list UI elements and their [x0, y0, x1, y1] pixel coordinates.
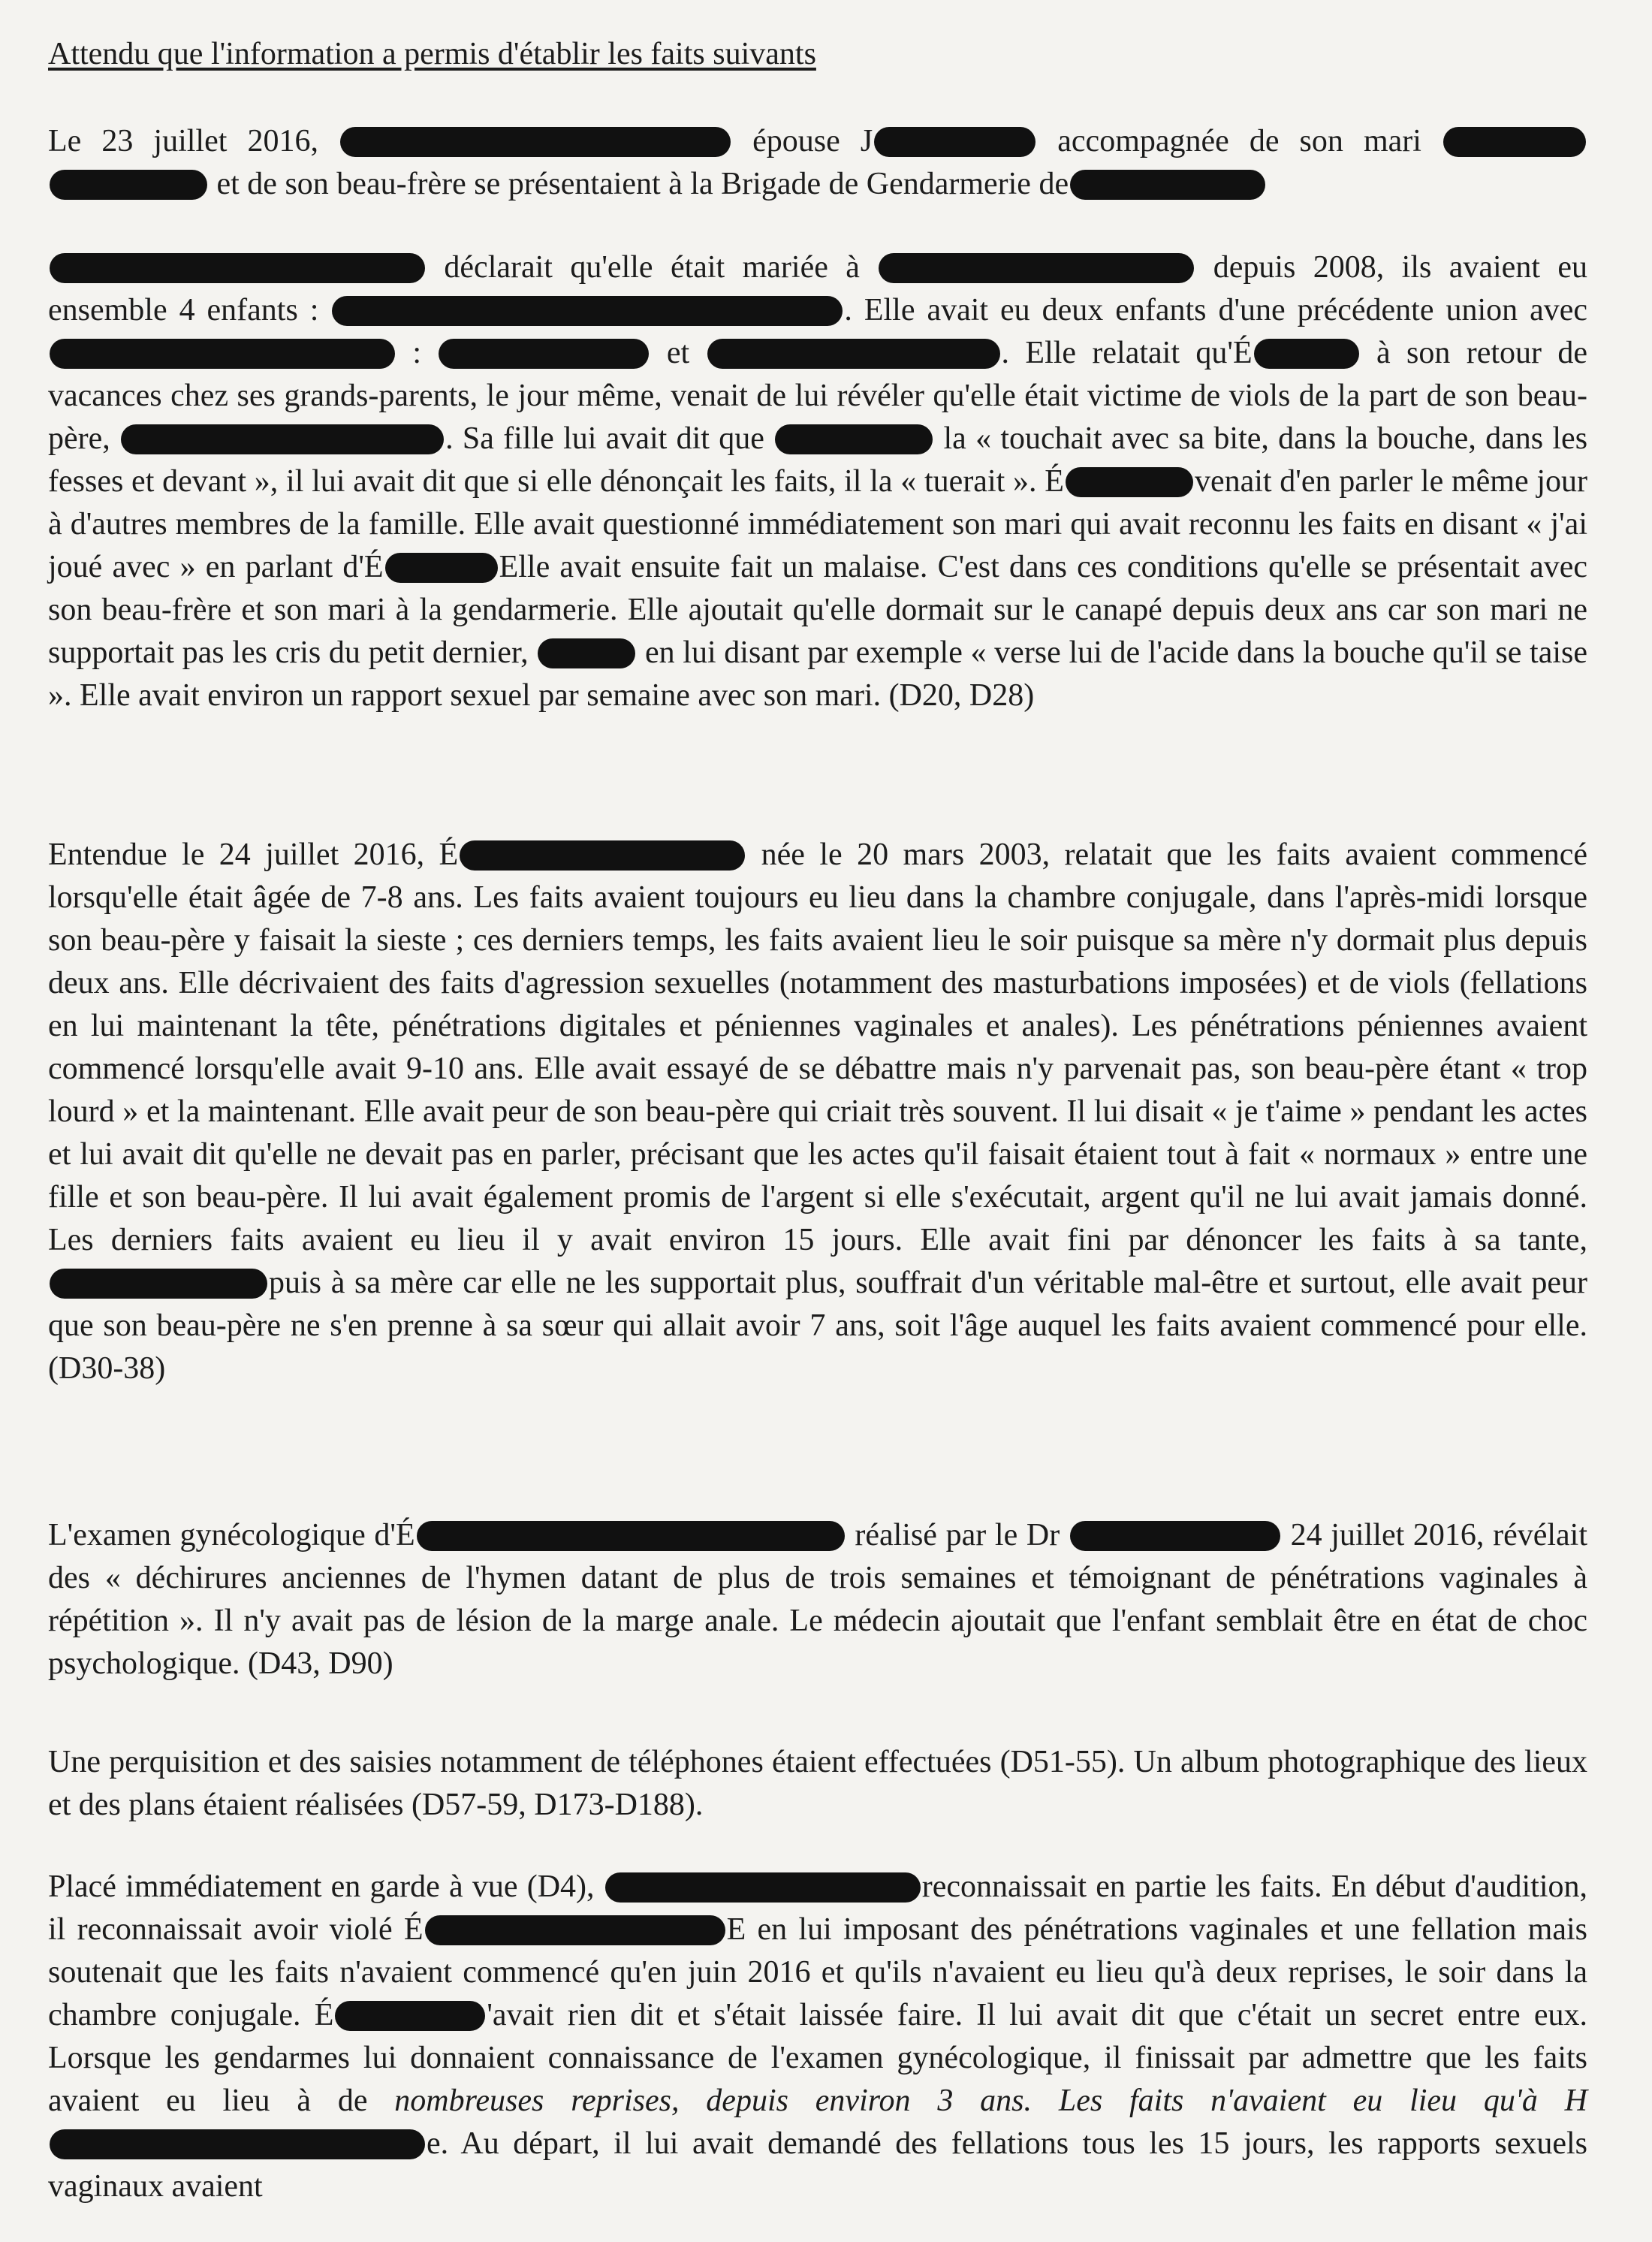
redaction-mark [605, 1872, 921, 1903]
redaction-mark [1070, 1521, 1280, 1551]
redaction-mark [538, 638, 635, 668]
redaction-mark [50, 1269, 267, 1299]
redaction-mark [417, 1521, 845, 1551]
redaction-mark [1070, 170, 1265, 200]
redaction-mark [385, 553, 498, 583]
redaction-mark [775, 424, 933, 454]
redaction-mark [50, 339, 395, 369]
paragraph-5: Une perquisition et des saisies notamment de téléphones étaient effectuées (D51-55). Un album photographique des lieux et des plans étaient réalisées (D57-59, D173-D188). [48, 1745, 1587, 1822]
paragraph-1: Le 23 juillet 2016, épouse J accompagnée de son mari et de son beau-frère se présentaient à la Brigade de Gendarmerie de [48, 120, 1587, 206]
redaction-mark [50, 253, 425, 283]
paragraph-2: déclarait qu'elle était mariée à depuis 2008, ils avaient eu ensemble 4 enfants : . Elle avait eu deux enfants d'une précédente union avec : et . Elle relatait qu'É à son retour de vacances chez ses grands-parents, le jour même, venait de lui révéler qu'elle était victime de viols de la part de son beau-père, . Sa fille lui avait dit que la « touchait avec sa bite, dans la bouche, dans les fesses et devant », il lui avait dit que si elle dénonçait les faits, il la « tuerait ». É venait d'en parler le même jour à d'autres membres de la famille. Elle avait questionné immédiatement son mari qui avait reconnu les faits en disant « j'ai joué avec » en parlant d'É Elle avait ensuite fait un malaise. C'est dans ces conditions qu'elle se présentait avec son beau-frère et son mari à la gendarmerie. Elle ajoutait qu'elle dormait sur le canapé depuis deux ans car son mari ne supportait pas les cris du petit dernier, en lui disant par exemple « verse lui de l'acide dans la bouche qu'il se taise ». Elle avait environ un rapport sexuel par semaine avec son mari. (D20, D28) [48, 250, 1588, 713]
redaction-mark [50, 2129, 425, 2159]
redaction-mark [879, 253, 1194, 283]
section-heading: Attendu que l'information a permis d'établir les faits suivants [48, 37, 816, 71]
redaction-mark [439, 339, 649, 369]
paragraph-3: Entendue le 24 juillet 2016, É née le 20 mars 2003, relatait que les faits avaient commencé lorsqu'elle était âgée de 7-8 ans. Les faits avaient toujours eu lieu dans la chambre conjugale, dans l'après-midi lorsque son beau-père y faisait la sieste ; ces derniers temps, les faits avaient lieu le soir puisque sa mère n'y dormait plus depuis deux ans. Elle décrivaient des faits d'agression sexuelles (notamment des masturbations imposées) et de viols (fellations en lui maintenant la tête, pénétrations digitales et péniennes vaginales et anales). Les pénétrations péniennes avaient commencé lorsqu'elle avait 9-10 ans. Elle avait essayé de se débattre mais n'y parvenait pas, son beau-père étant « trop lourd » et la maintenant. Elle avait peur de son beau-père qui criait très souvent. Il lui disait « je t'aime » pendant les actes et lui avait dit qu'elle ne devait pas en parler, précisant que les actes qu'il faisait étaient tout à fait « normaux » entre une fille et son beau-père. Il lui avait également promis de l'argent si elle s'exécutait, argent qu'il ne lui avait jamais donné. Les derniers faits avaient eu lieu il y avait environ 15 jours. Elle avait fini par dénoncer les faits à sa tante, puis à sa mère car elle ne les supportait plus, souffrait d'un véritable mal-être et surtout, elle avait peur que son beau-père ne s'en prenne à sa sœur qui allait avoir 7 ans, soit l'âge auquel les faits avaient commencé pour elle. (D30-38) [48, 837, 1588, 1386]
redaction-mark [335, 2001, 485, 2031]
paragraph-4: L'examen gynécologique d'É réalisé par le Dr 24 juillet 2016, révélait des « déchirures anciennes de l'hymen datant de plus de trois semaines et témoignant de pénétrations vaginales à répétition ». Il n'y avait pas de lésion de la marge anale. Le médecin ajoutait que l'enfant semblait être en état de choc psychologique. (D43, D90) [48, 1518, 1588, 1681]
redaction-mark [1066, 467, 1193, 497]
paragraph-6: Placé immédiatement en garde à vue (D4), reconnaissait en partie les faits. En début d'audition, il reconnaissait avoir violé É E en lui imposant des pénétrations vaginales et une fellation mais soutenait que les faits n'avaient commencé qu'en juin 2016 et qu'ils n'avaient eu lieu qu'à deux reprises, le soir dans la chambre conjugale. É 'avait rien dit et s'était laissée faire. Il lui avait dit que c'était un secret entre eux. Lorsque les gendarmes lui donnaient connaissance de l'examen gynécologique, il finissait par admettre que les faits avaient eu lieu à de nombreuses reprises, depuis environ 3 ans. Les faits n'avaient eu lieu qu'à He. Au départ, il lui avait demandé des fellations tous les 15 jours, les rapports sexuels vaginaux avaient [48, 1869, 1588, 2204]
redaction-mark [874, 127, 1036, 157]
redaction-mark [707, 339, 1000, 369]
redaction-mark [340, 127, 731, 157]
redaction-mark [425, 1915, 725, 1945]
redaction-mark [1254, 339, 1359, 369]
redaction-mark [460, 840, 745, 871]
redaction-mark [332, 296, 843, 326]
redaction-mark [121, 424, 444, 454]
redaction-mark [50, 170, 207, 200]
redaction-mark [1443, 127, 1586, 157]
